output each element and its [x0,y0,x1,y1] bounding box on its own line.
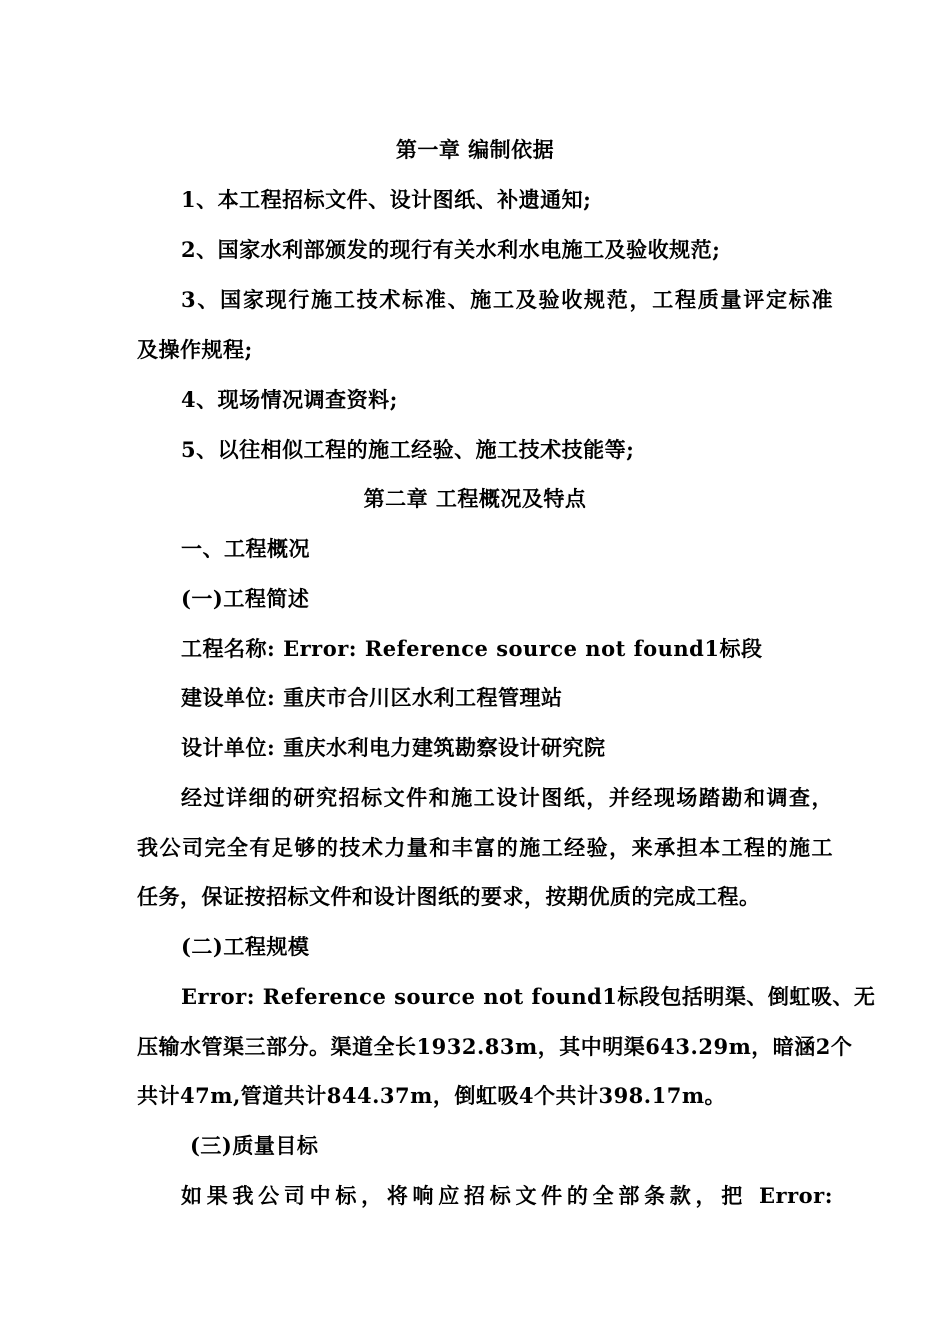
paragraph-line: 经过详细的研究招标文件和施工设计图纸，并经现场踏勘和调查， [181,785,833,810]
paragraph-line: 压输水管渠三部分。渠道全长1932.83m，其中明渠643.29m，暗涵2个 [137,1034,853,1059]
basis-item-3-cont: 及操作规程; [137,337,253,362]
basis-item-3: 3、国家现行施工技术标准、施工及验收规范，工程质量评定标准 [181,287,833,312]
design-unit: 设计单位: 重庆水利电力建筑勘察设计研究院 [181,735,606,760]
subsection-heading: (一)工程简述 [181,586,310,611]
paragraph-line: 共计47m,管道共计844.37m，倒虹吸4个共计398.17m。 [137,1083,727,1108]
paragraph-line: 我公司完全有足够的技术力量和丰富的施工经验，来承担本工程的施工 [137,835,833,860]
basis-item-4: 4、现场情况调查资料; [181,387,398,412]
subsection-heading: (二)工程规模 [181,934,310,959]
basis-item-2: 2、国家水利部颁发的现行有关水利水电施工及验收规范; [181,237,721,262]
section-heading: 一、工程概况 [181,536,310,561]
chapter2-title: 第二章 工程概况及特点 [363,486,587,511]
owner-unit: 建设单位: 重庆市合川区水利工程管理站 [181,685,563,710]
paragraph-line: 任务，保证按招标文件和设计图纸的要求，按期优质的完成工程。 [137,884,761,909]
basis-item-1: 1、本工程招标文件、设计图纸、补遗通知; [181,187,592,212]
paragraph-line: 如果我公司中标，将响应招标文件的全部条款，把 Error: [181,1183,833,1208]
subsection-heading: (三)质量目标 [190,1133,319,1158]
paragraph-line: Error: Reference source not found1标段包括明渠、倒虹吸、无 [181,984,876,1009]
chapter1-title: 第一章 编制依据 [395,137,555,162]
basis-item-5: 5、以往相似工程的施工经验、施工技术技能等; [181,437,635,462]
project-name: 工程名称: Error: Reference source not found1标段 [181,636,763,661]
